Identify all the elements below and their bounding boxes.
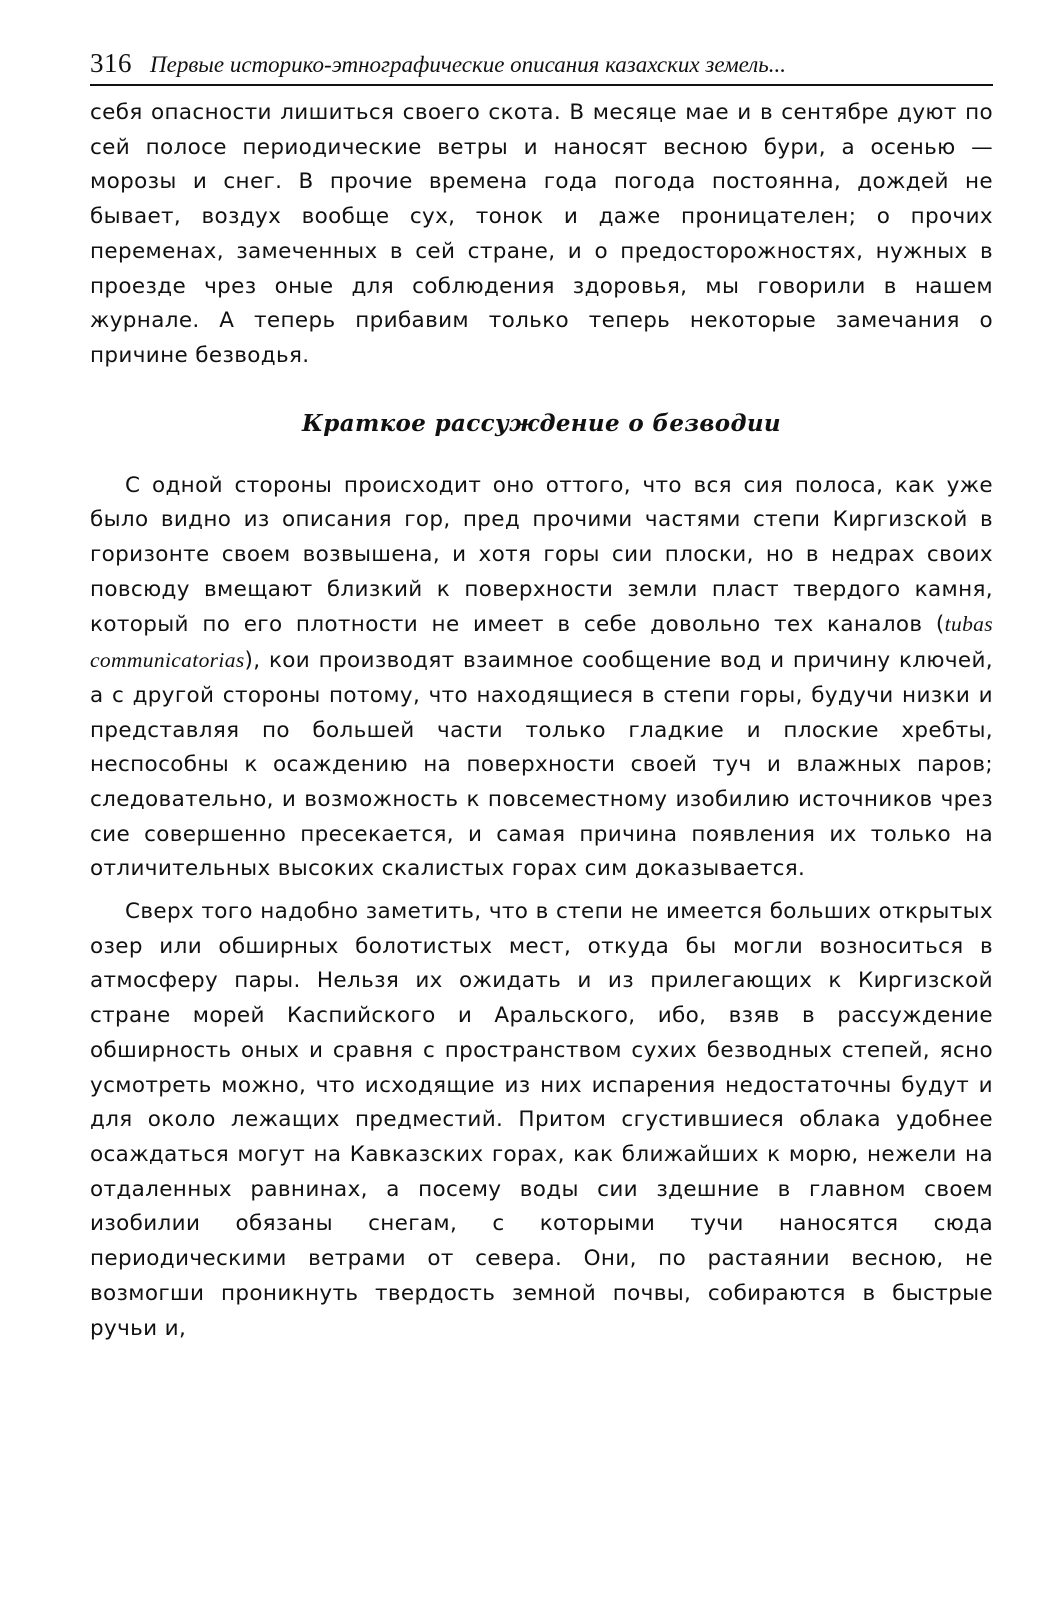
- paragraph-lakes-seas: Сверх того надобно заметить, что в степи не имеется больших открытых озер или обширных болотистых мест, откуда бы могли возноситься в атмосферу пары. Нельзя их ожидать и из прилегающих к Киргизской стране морей Каспийского и Аральского, ибо, взяв в рассуждение обширность оных и сравня с пространством сухих безводных степей, ясно усмотреть можно, что исходящие из них испарения недостаточны будут и для около лежащих предместий. Притом сгустившиеся облака удобнее осаждаться могут на Кавказских горах, как ближайших к морю, нежели на отдаленных равнинах, а посему воды сии здешние в главном своем изобилии обязаны снегам, с которыми тучи наносятся сюда периодическими ветрами от севера. Они, по растаянии весною, не возмогши проникнуть твердость земной почвы, собираются в быстрые ручьи и,: [90, 899, 993, 1341]
- book-page: [90, 38, 993, 1346]
- paragraph-no-water-causes: [90, 469, 993, 887]
- page-number: 316: [90, 48, 132, 78]
- running-head: [90, 38, 993, 86]
- page-body: [90, 96, 993, 1346]
- paragraph-text: ), кои производят взаимное сообщение вод и причину ключей, а с другой стороны потому, что находящиеся в степи горы, будучи низки и представляя по большей части только гладкие и плоские хребты, неспособны к осаждению на поверхности своей туч и влажных паров; следовательно, и возможность к повсеместному изобилию источников чрез сие совершенно пресекается, и самая причина появления их только на отличительных высоких скалистых горах сим доказывается.: [90, 648, 993, 882]
- latin-term: tubas communicatorias: [90, 612, 993, 673]
- running-title: Первые историко-этнографические описания казахских земель...: [150, 52, 787, 77]
- section-heading: Краткое рассуждение о безводии: [302, 409, 781, 437]
- paragraph-continued: себя опасности лишиться своего скота. В месяце мае и в сентябре дуют по сей полосе периодические ветры и наносят весною бури, а осенью — морозы и снег. В прочие времена года погода постоянна, дождей не бывает, воздух вообще сух, тонок и даже проницателен; о прочих переменах, замеченных в сей стране, и о предосторожностях, нужных в проезде чрез оные для соблюдения здоровья, мы говорили в нашем журнале. А теперь прибавим только теперь некоторые замечания о причине безводья.: [90, 100, 993, 368]
- paragraph-text: С одной стороны происходит оно оттого, что вся сия полоса, как уже было видно из описания гор, пред прочими частями степи Киргизской в горизонте своем возвышена, и хотя горы сии плоски, но в недрах своих повсюду вмещают близкий к поверхности земли пласт твердого камня, который по его плотности не имеет в себе довольно тех каналов (: [90, 472, 993, 638]
